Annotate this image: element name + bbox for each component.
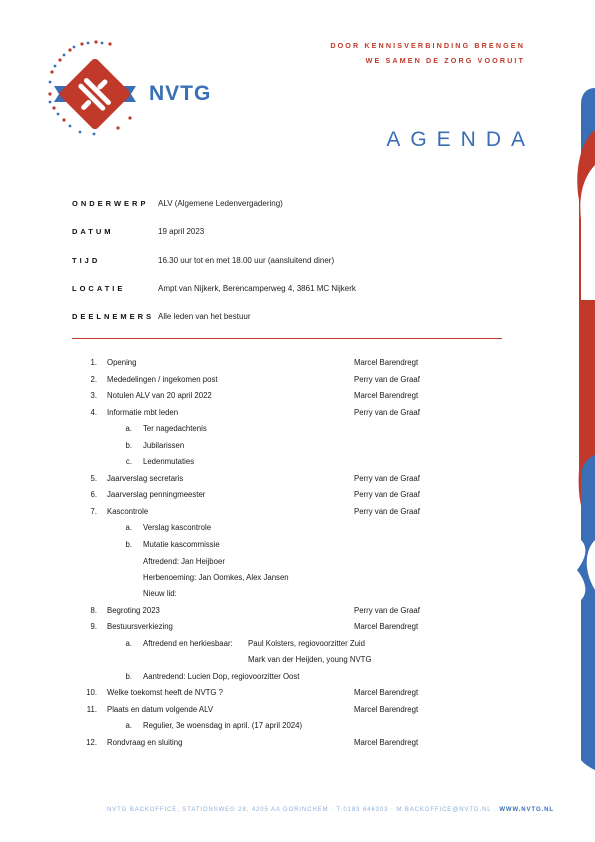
agenda-title: Kascontrole [107,507,149,516]
meta-label-tijd: TIJD [72,256,101,265]
agenda-owner: Marcel Barendregt [354,688,419,697]
agenda-title: Welke toekomst heeft de NVTG ? [107,688,223,697]
agenda-subitem-line [0,557,595,571]
agenda-subitem-line [0,589,595,603]
subitem-text: Herbenoeming: Jan Oomkes, Alex Jansen [143,573,289,582]
agenda-item [0,490,595,504]
agenda-owner: Perry van de Graaf [354,606,420,615]
agenda-title: Mededelingen / ingekomen post [107,375,218,384]
meta-value-tijd: 16.30 uur tot en met 18.00 uur (aansluitend diner) [158,256,335,265]
brand-name: NVTG [149,82,212,105]
agenda-item [0,391,595,405]
agenda-subitem [0,457,595,471]
subitem-text: Jubilarissen [143,441,185,450]
meta-value-locatie: Ampt van Nijkerk, Berencamperweg 4, 3861 MC Nijkerk [158,284,356,293]
subitem-text: Mutatie kascommissie [143,540,220,549]
agenda-title: Notulen ALV van 20 april 2022 [107,391,212,400]
agenda-item [0,705,595,719]
agenda-number: 9. [90,622,97,631]
subitem-text: Ledenmutaties [143,457,195,466]
subitem-detail: Paul Kolsters, regiovoorzitter Zuid [248,639,366,648]
agenda-number: 2. [90,375,97,384]
agenda-item [0,474,595,488]
agenda-item [0,408,595,422]
agenda-owner: Marcel Barendregt [354,622,419,631]
document-title: AGENDA [386,128,535,151]
subitem-letter: a. [125,424,132,433]
subitem-letter: a. [125,639,132,648]
agenda-subitem [0,523,595,537]
agenda-owner: Perry van de Graaf [354,408,420,417]
agenda-title: Begroting 2023 [107,606,160,615]
agenda-number: 1. [90,358,97,367]
subitem-text: Regulier, 3e woensdag in april. (17 april 2024) [143,721,303,730]
agenda-subitem [0,424,595,438]
subitem-letter: a. [125,523,132,532]
agenda-number: 5. [90,474,97,483]
agenda-title: Jaarverslag penningmeester [107,490,206,499]
agenda-owner: Marcel Barendregt [354,391,419,400]
agenda-subitem [0,441,595,455]
subitem-text: Nieuw lid: [143,589,177,598]
subitem-letter: b. [125,441,132,450]
subitem-text: Verslag kascontrole [143,523,212,532]
agenda-title: Informatie mbt leden [107,408,179,417]
footer-website[interactable]: WWW.NVTG.NL [499,807,554,813]
agenda-item [0,606,595,620]
tagline-line-1: DOOR KENNISVERBINDING BRENGEN [330,41,525,50]
meta-value-onderwerp: ALV (Algemene Ledenvergadering) [158,199,283,208]
agenda-owner: Marcel Barendregt [354,705,419,714]
agenda-owner: Perry van de Graaf [354,507,420,516]
agenda-subitem-line [0,655,595,669]
meta-value-deelnemers: Alle leden van het bestuur [158,312,251,321]
agenda-owner: Perry van de Graaf [354,474,420,483]
agenda-subitem [0,540,595,554]
footer-address: NVTG BACKOFFICE, STATIONSWEG 28, 4205 AA GORINCHEM · T 0183 646303 · M BACKOFFICE@NVTG.NL · [107,807,497,813]
agenda-subitem [0,721,595,735]
agenda-number: 8. [90,606,97,615]
agenda-number: 4. [90,408,97,417]
agenda-owner: Perry van de Graaf [354,375,420,384]
footer [107,807,554,813]
agenda-item [0,358,595,372]
agenda-number: 12. [86,738,97,747]
subitem-text: Aftredend: Jan Heijboer [143,557,225,566]
agenda-title: Jaarverslag secretaris [107,474,184,483]
agenda-title: Rondvraag en sluiting [107,738,183,747]
agenda-owner: Marcel Barendregt [354,738,419,747]
agenda-title: Plaats en datum volgende ALV [107,705,214,714]
subitem-text: Ter nagedachtenis [143,424,207,433]
meta-label-deelnemers: DEELNEMERS [72,312,155,321]
subitem-letter: b. [125,540,132,549]
section-divider [72,338,502,339]
agenda-title: Bestuursverkiezing [107,622,173,631]
agenda-owner: Perry van de Graaf [354,490,420,499]
agenda-owner: Marcel Barendregt [354,358,419,367]
nvtg-logo-icon [44,38,148,138]
subitem-letter: b. [125,672,132,681]
subitem-text: Aftredend en herkiesbaar: [143,639,233,648]
agenda-number: 3. [90,391,97,400]
agenda-item [0,688,595,702]
agenda-number: 11. [86,705,97,714]
agenda-item [0,375,595,389]
subitem-detail: Mark van der Heijden, young NVTG [248,655,372,664]
meta-label-locatie: LOCATIE [72,284,126,293]
agenda-number: 7. [90,507,97,516]
agenda-number: 10. [86,688,97,697]
agenda-subitem-line [0,573,595,587]
meta-label-onderwerp: ONDERWERP [72,199,149,208]
agenda-title: Opening [107,358,137,367]
subitem-letter: a. [125,721,132,730]
tagline-line-2: WE SAMEN DE ZORG VOORUIT [365,56,525,65]
agenda-subitem [0,672,595,686]
agenda-number: 6. [90,490,97,499]
agenda-subitem [0,639,595,653]
meta-value-datum: 19 april 2023 [158,227,205,236]
agenda-item [0,507,595,521]
subitem-letter: c. [125,457,132,466]
agenda-item [0,738,595,752]
meta-label-datum: DATUM [72,227,114,236]
subitem-text: Aantredend: Lucien Dop, regiovoorzitter Oost [143,672,300,681]
agenda-item [0,622,595,636]
